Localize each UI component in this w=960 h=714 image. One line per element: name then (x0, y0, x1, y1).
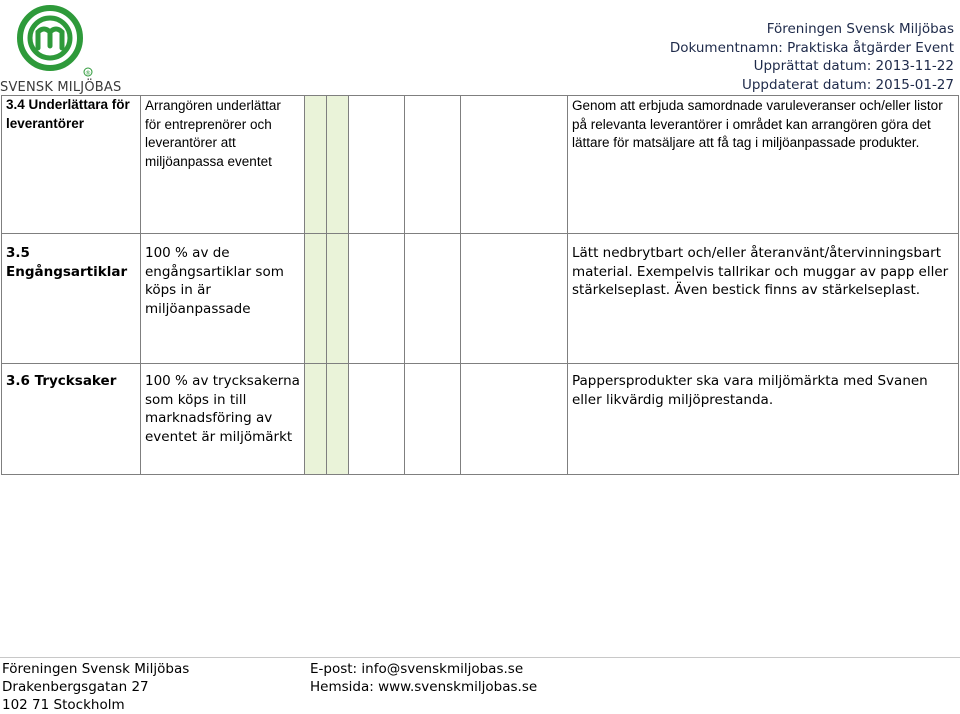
empty-cell (349, 96, 405, 234)
footer-contact (310, 660, 537, 696)
description-cell (568, 96, 959, 234)
header-created-date: Upprättat datum: 2013-11-22 (753, 58, 954, 74)
criterion-text: 3.4 Underlättara för leverantörer (6, 97, 130, 131)
footer-street: Drakenbergsgatan 27 (2, 679, 149, 695)
description-cell (568, 364, 959, 475)
svensk-miljobas-logo-icon (12, 2, 98, 80)
goal-cell (141, 96, 305, 234)
goal-text: Arrangören underlättar för entreprenörer och leverantörer att miljöanpassa eventet (145, 98, 281, 169)
goal-cell (141, 364, 305, 475)
criterion-text: 3.6 Trycksaker (6, 373, 117, 389)
company-logo (0, 0, 122, 96)
header-updated-date: Uppdaterat datum: 2015-01-27 (741, 76, 954, 93)
check-cell (327, 234, 349, 364)
description-text: Lätt nedbrytbart och/eller återanvänt/återvinningsbart material. Exempelvis tallrikar och muggar av papp eller stärkelseplast. Även bestick finns av stärkelseplast. (572, 245, 949, 298)
empty-cell (461, 234, 568, 364)
empty-cell (349, 364, 405, 475)
empty-cell (461, 96, 568, 234)
description-cell (568, 234, 959, 364)
goal-text: 100 % av trycksakerna som köps in till marknadsföring av eventet är miljömärkt (145, 373, 300, 445)
check-cell (305, 364, 327, 475)
footer-email: E-post: info@svenskmiljobas.se (310, 661, 524, 677)
criterion-cell (2, 364, 141, 475)
header-doc-name: Dokumentnamn: Praktiska åtgärder Event (669, 39, 954, 56)
footer-address (2, 660, 189, 714)
empty-cell (349, 234, 405, 364)
footer-city: 102 71 Stockholm (2, 697, 125, 713)
empty-cell (405, 234, 461, 364)
empty-cell (461, 364, 568, 475)
description-text: Genom att erbjuda samordnade varuleveranser och/eller listor på relevanta leverantörer i området kan arrangören göra det lättare för matsäljare att få tag i miljöanpassade produkter. (572, 98, 943, 150)
criterion-text: 3.5 Engångsartiklar (6, 245, 128, 280)
footer-divider (0, 657, 960, 658)
description-text: Pappersprodukter ska vara miljömärkta med Svanen eller likvärdig miljöprestanda. (572, 373, 928, 408)
header-org: Föreningen Svensk Miljöbas (766, 21, 954, 37)
criterion-cell (2, 234, 141, 364)
trademark-symbol: ® (85, 70, 91, 77)
footer-org: Föreningen Svensk Miljöbas (2, 661, 190, 677)
document-header (670, 20, 954, 94)
check-cell (327, 96, 349, 234)
goal-cell (141, 234, 305, 364)
footer-website: Hemsida: www.svenskmiljobas.se (310, 679, 538, 695)
table-row (2, 364, 959, 475)
table-row (2, 234, 959, 364)
criterion-cell (2, 96, 141, 234)
check-cell (305, 234, 327, 364)
measures-table (1, 95, 959, 475)
check-cell (305, 96, 327, 234)
empty-cell (405, 96, 461, 234)
logo-wordmark: SVENSK MILJÖBAS (0, 80, 122, 95)
table-row (2, 96, 959, 234)
goal-text: 100 % av de engångsartiklar som köps in är miljöanpassade (145, 245, 284, 317)
check-cell (327, 364, 349, 475)
empty-cell (405, 364, 461, 475)
